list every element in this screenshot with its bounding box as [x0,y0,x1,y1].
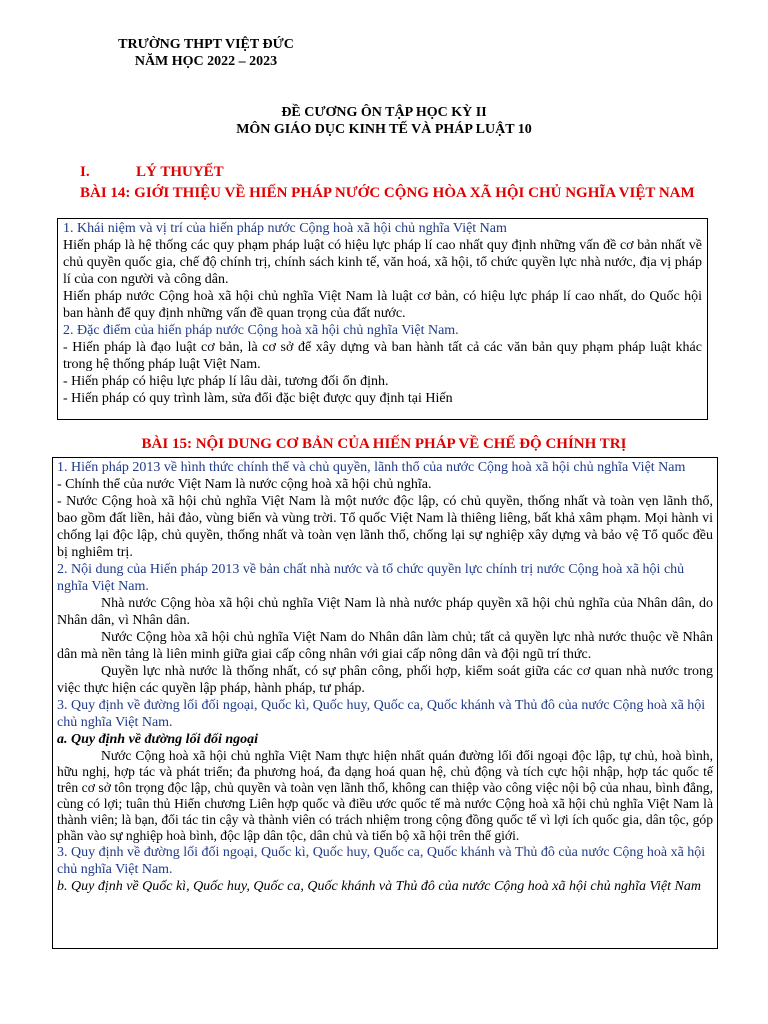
lesson15-heading-1: 1. Hiến pháp 2013 về hình thức chính thể và chủ quyền, lãnh thổ của nước Cộng hoà xã hội chủ nghĩa Việt Nam [57,460,686,475]
lesson14-paragraph-5: - Hiến pháp có quy trình làm, sửa đổi đặc biệt được quy định tại Hiến [63,391,453,406]
lesson15-paragraph-4: Nước Cộng hòa xã hội chủ nghĩa Việt Nam do Nhân dân làm chủ; tất cả quyền lực nhà nước thuộc về Nhân dân mà nền tảng là liên minh giữa giai cấp công nhân với giai cấp nông dân và đội ngũ trí thức. [57,630,713,662]
lesson14-box [57,218,708,420]
school-year: NĂM HỌC 2022 – 2023 [134,54,278,69]
lesson15-heading-3: 3. Quy định về đường lối đối ngoại, Quốc kì, Quốc huy, Quốc ca, Quốc khánh và Thủ đô của nước Cộng hoà xã hội chủ nghĩa Việt Nam. [57,698,706,730]
section-label: LÝ THUYẾT [136,164,224,180]
lesson14-paragraph-2: Hiến pháp nước Cộng hoà xã hội chủ nghĩa Việt Nam là luật cơ bản, có hiệu lực pháp lí cao nhất, do Quốc hội ban hành để quy định những vấn đề quan trọng của đất nước. [63,289,702,321]
document-title: ĐỀ CƯƠNG ÔN TẬP HỌC KỲ II [281,105,487,120]
subject-title: MÔN GIÁO DỤC KINH TẾ VÀ PHÁP LUẬT 10 [236,122,532,137]
section-number: I. [80,164,90,180]
lesson14-heading-2: 2. Đặc điểm của hiến pháp nước Cộng hoà xã hội chủ nghĩa Việt Nam. [63,323,459,338]
lesson14-paragraph-3: - Hiến pháp là đạo luật cơ bản, là cơ sở để xây dựng và ban hành tất cả các văn bản quy phạm pháp luật khác trong hệ thống pháp luật Việt Nam. [63,340,702,372]
lesson15-heading-2: 2. Nội dung của Hiến pháp 2013 về bản chất nhà nước và tổ chức quyền lực chính trị nước Cộng hoà xã hội chủ nghĩa Việt Nam. [57,562,685,594]
lesson15-subheading-a: a. Quy định về đường lối đối ngoại [57,732,259,747]
lesson15-subheading-b: b. Quy định về Quốc kì, Quốc huy, Quốc ca, Quốc khánh và Thủ đô của nước Cộng hoà xã hội chủ nghĩa Việt Nam [57,879,701,894]
lesson15-paragraph-5: Quyền lực nhà nước là thống nhất, có sự phân công, phối hợp, kiểm soát giữa các cơ quan nhà nước trong việc thực hiện các quyền lập pháp, hành pháp, tư pháp. [57,664,713,696]
lesson14-paragraph-4: - Hiến pháp có hiệu lực pháp lí lâu dài, tương đối ổn định. [63,374,389,389]
lesson14-title: BÀI 14: GIỚI THIỆU VỀ HIẾN PHÁP NƯỚC CỘNG HÒA XÃ HỘI CHỦ NGHĨA VIỆT NAM [80,185,695,201]
lesson15-paragraph-1: - Chính thể của nước Việt Nam là nước cộng hoà xã hội chủ nghĩa. [57,477,432,492]
lesson15-paragraph-2: - Nước Cộng hoà xã hội chủ nghĩa Việt Nam là một nước độc lập, có chủ quyền, thống nhất và toàn vẹn lãnh thổ, bao gồm đất liền, hải đảo, vùng biển và vùng trời. Tổ quốc Việt Nam là thiêng liêng, bất khả xâm phạm. Mọi hành vi chống lại độc lập, chủ quyền, thống nhất và toàn vẹn lãnh thổ, chống lại sự nghiệp xây dựng và bảo vệ Tổ quốc đều bị nghiêm trị. [57,494,713,560]
lesson14-heading-1: 1. Khái niệm và vị trí của hiến pháp nước Cộng hoà xã hội chủ nghĩa Việt Nam [63,221,507,236]
school-header [106,36,306,70]
school-name: TRƯỜNG THPT VIỆT ĐỨC [118,37,294,52]
lesson15-box [52,457,718,949]
lesson15-paragraph-3: Nhà nước Cộng hòa xã hội chủ nghĩa Việt Nam là nhà nước pháp quyền xã hội chủ nghĩa của Nhân dân, do Nhân dân, vì Nhân dân. [57,596,713,628]
section-heading [80,164,224,181]
lesson15-title: BÀI 15: NỘI DUNG CƠ BẢN CỦA HIẾN PHÁP VỀ CHẾ ĐỘ CHÍNH TRỊ [141,436,627,452]
lesson15-heading-4: 3. Quy định về đường lối đối ngoại, Quốc kì, Quốc huy, Quốc ca, Quốc khánh và Thủ đô của nước Cộng hoà xã hội chủ nghĩa Việt Nam. [57,845,706,877]
lesson14-paragraph-1: Hiến pháp là hệ thống các quy phạm pháp luật có hiệu lực pháp lí cao nhất quy định những vấn đề cơ bản nhất về chủ quyền quốc gia, chế độ chính trị, chính sách kinh tế, văn hoá, xã hội, tổ chức quyền lực nhà nước, địa vị pháp lí của con người và công dân. [63,238,702,287]
lesson15-paragraph-6: Nước Cộng hoà xã hội chủ nghĩa Việt Nam thực hiện nhất quán đường lối đối ngoại độc lập, tự chủ, hoà bình, hữu nghị, hợp tác và phát triển; đa phương hoá, đa dạng hoá quan hệ, chủ động và tích cực hội nhập, hợp tác quốc tế trên cơ sở tôn trọng độc lập, chủ quyền và toàn vẹn lãnh thổ, không can thiệp vào công việc nội bộ của nhau, bình đẳng, cùng có lợi; tuân thủ Hiến chương Liên hợp quốc và điều ước quốc tế mà nước Cộng hoà xã hội chủ nghĩa Việt Nam là thành viên; là bạn, đối tác tin cậy và thành viên có trách nhiệm trong cộng đồng quốc tế vì lợi ích quốc gia, dân tộc, góp phần vào sự nghiệp hoà bình, độc lập dân tộc, dân chủ và tiến bộ xã hội trên thế giới. [57,748,713,843]
